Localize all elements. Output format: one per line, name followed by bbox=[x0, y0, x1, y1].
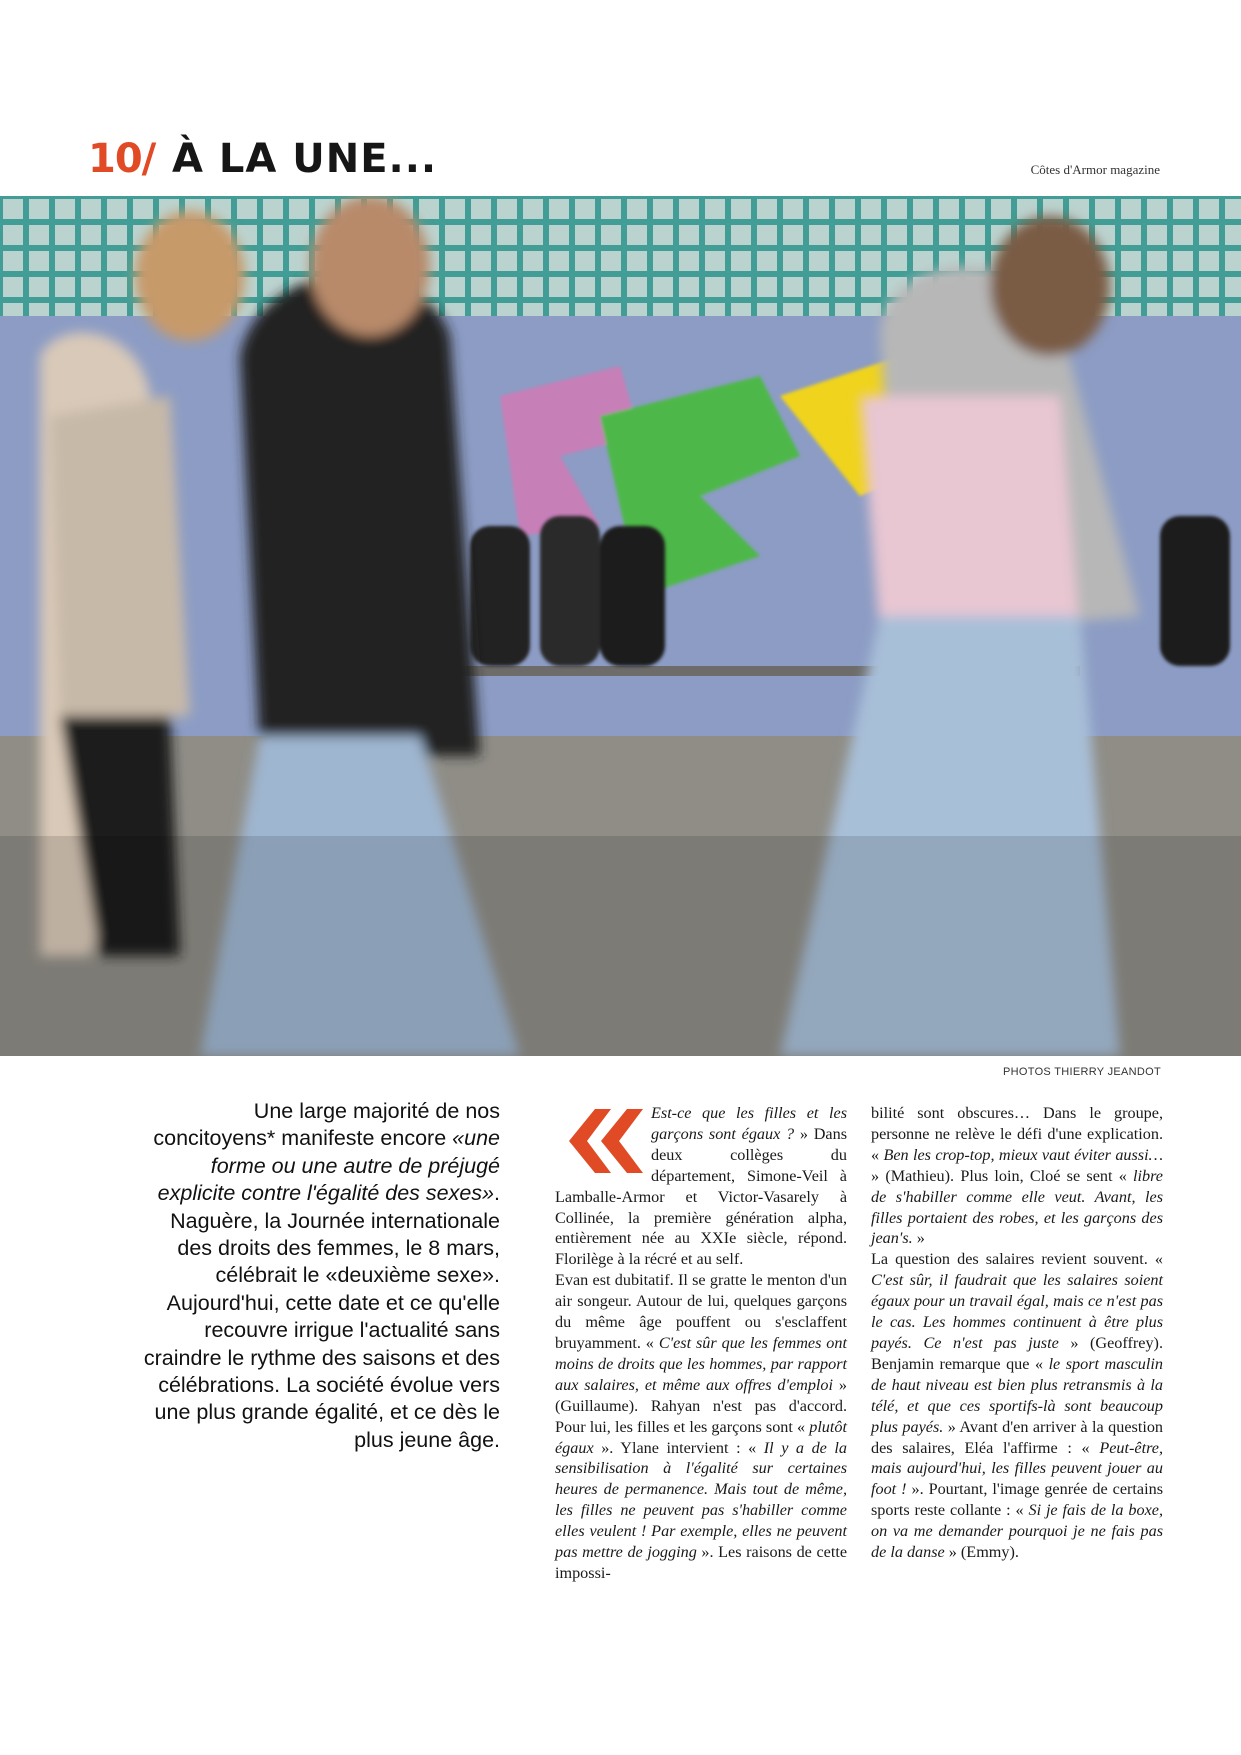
section-rubric: À LA UNE... bbox=[172, 136, 438, 182]
paragraph: bilité sont obscures… Dans le groupe, personne ne relève le défi d'une explication. « Ben les crop-top, mieux vaut éviter aussi… » (Mathieu). Plus loin, Cloé se sent « libre de s'habiller comme elle veut. Avant, les filles portaient des robes, et les garçons des jean's. » bbox=[871, 1104, 1163, 1248]
lead-rest: . Naguère, la Journée internationale des droits des femmes, le 8 mars, célébrait le «deuxième sexe». Aujourd'hui, cette date et ce qu'elle recouvre irrigue l'actualité sans craindre le rythme des saisons et des célébrations. La société évolue vers une plus grande égalité, et ce dès le plus jeune âge. bbox=[143, 1181, 500, 1452]
magazine-name: Côtes d'Armor magazine bbox=[1030, 162, 1160, 177]
article-column-1 bbox=[555, 1103, 847, 1584]
quote-mark-icon bbox=[555, 1105, 643, 1177]
lead-quote: «une forme ou une autre de préjugé explicite contre l'égalité des sexes» bbox=[157, 1126, 500, 1206]
hero-photo bbox=[0, 196, 1241, 1056]
photo-credit: PHOTOS THIERRY JEANDOT bbox=[1003, 1066, 1161, 1078]
page-number: 10/ bbox=[88, 136, 156, 182]
article-lead bbox=[140, 1098, 500, 1454]
article-column-2 bbox=[871, 1103, 1163, 1563]
paragraph: La question des salaires revient souvent. « C'est sûr, il faudrait que les salaires soient égaux pour un travail égal, mais ce n'est pas le cas. Les hommes continuent à être plus payés. Ce n'est pas juste » (Geoffrey). Benjamin remarque que « le sport masculin de haut niveau est bien plus retransmis à la télé, et que ces sportifs-là sont beaucoup plus payés. » Avant d'en arriver à la question des salaires, Eléa l'affirme : « Peut-être, mais aujourd'hui, les filles peuvent jouer au foot ! ». Pourtant, l'image genrée de certains sports reste collante : « Si je fais de la boxe, on va me demander pourquoi je ne fais pas de la danse » (Emmy). bbox=[871, 1250, 1164, 1562]
photo-illustration bbox=[0, 196, 1241, 1056]
paragraph: Evan est dubitatif. Il se gratte le menton d'un air songeur. Autour de lui, quelques garçons du même âge pouffent ou s'esclaffent bruyamment. « C'est sûr que les femmes ont moins de droits que les hommes, par rapport aux salaires, et même aux offres d'emploi » (Guillaume). Rahyan n'est pas d'accord. Pour lui, les filles et les garçons sont « plutôt égaux ». Ylane intervient : « Il y a de la sensibilisation à l'égalité sur certaines heures de permanence. Mais tout de même, les filles ne peuvent pas s'habiller comme elles veulent ! Par exemple, elles ne peuvent pas mettre de jogging ». Les raisons de cette impossi- bbox=[555, 1271, 848, 1582]
paragraph: Est-ce que les filles et les garçons sont égaux ? » Dans deux collèges du département, Simone-Veil à Lamballe-Armor et Victor-Vasarely à Collinée, la première génération alpha, entièrement née au XXIe siècle, répond. Florilège à la récré et au self. bbox=[555, 1104, 847, 1269]
lead-intro: Une large majorité de nos concitoyens* manifeste encore bbox=[153, 1099, 500, 1151]
page-header bbox=[88, 136, 1160, 188]
